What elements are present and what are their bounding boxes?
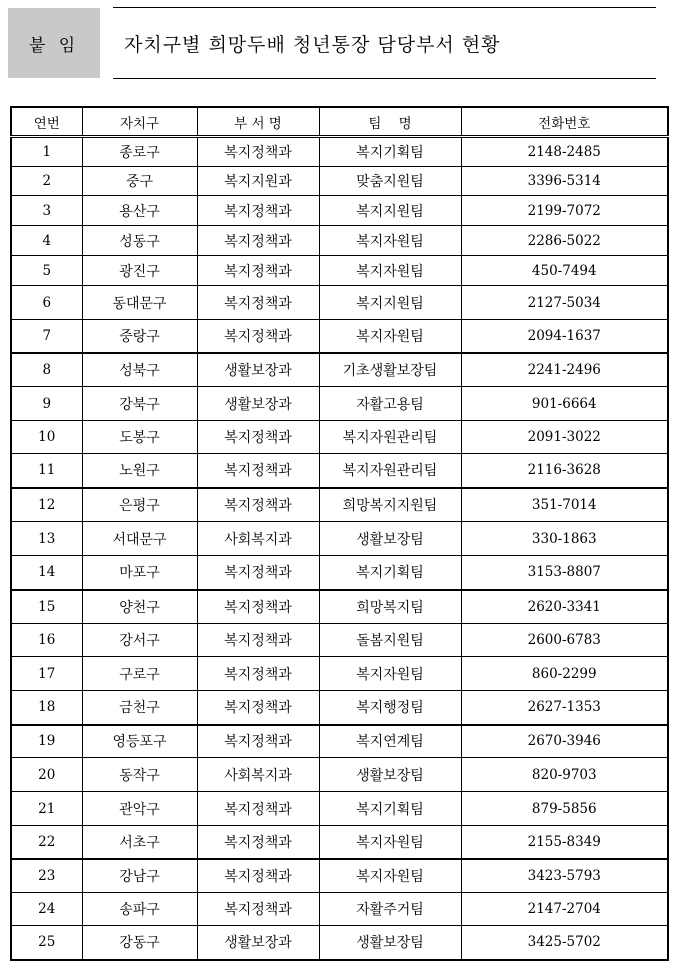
table-row <box>11 792 668 826</box>
cell-team: 복지자원팀 <box>319 226 461 256</box>
table-row <box>11 226 668 256</box>
cell-department: 복지정책과 <box>197 826 319 859</box>
cell-team: 복지자원팀 <box>319 320 461 353</box>
cell-department: 복지정책과 <box>197 196 319 226</box>
cell-phone: 2670-3946 <box>461 725 668 758</box>
cell-phone: 860-2299 <box>461 657 668 691</box>
cell-department: 복지정책과 <box>197 421 319 454</box>
cell-district: 강남구 <box>82 859 197 893</box>
cell-phone: 2091-3022 <box>461 421 668 454</box>
cell-district: 강동구 <box>82 926 197 960</box>
cell-phone: 2620-3341 <box>461 590 668 624</box>
cell-team: 맞춤지원팀 <box>319 167 461 196</box>
cell-department: 생활보장과 <box>197 387 319 421</box>
cell-phone: 3396-5314 <box>461 167 668 196</box>
header-phone: 전화번호 <box>461 107 668 137</box>
attachment-label: 붙 임 <box>8 8 100 78</box>
table-row <box>11 624 668 657</box>
cell-department: 복지정책과 <box>197 556 319 590</box>
cell-district: 은평구 <box>82 488 197 522</box>
cell-team: 희망복지팀 <box>319 590 461 624</box>
cell-district: 광진구 <box>82 256 197 286</box>
cell-team: 복지기획팀 <box>319 792 461 826</box>
header-team: 팀 명 <box>319 107 461 137</box>
cell-seq: 22 <box>11 826 82 859</box>
cell-department: 복지정책과 <box>197 859 319 893</box>
cell-team: 돌봄지원팀 <box>319 624 461 657</box>
table-row <box>11 859 668 893</box>
title-bottom-rule <box>113 78 656 79</box>
cell-seq: 8 <box>11 353 82 387</box>
cell-phone: 879-5856 <box>461 792 668 826</box>
cell-district: 강서구 <box>82 624 197 657</box>
cell-phone: 2127-5034 <box>461 286 668 320</box>
title-top-rule <box>113 7 656 8</box>
cell-phone: 2147-2704 <box>461 893 668 926</box>
cell-team: 복지자원팀 <box>319 256 461 286</box>
cell-team: 복지지원팀 <box>319 286 461 320</box>
header-department: 부 서 명 <box>197 107 319 137</box>
cell-district: 동작구 <box>82 758 197 792</box>
cell-phone: 2600-6783 <box>461 624 668 657</box>
page-title: 자치구별 희망두배 청년통장 담당부서 현황 <box>124 34 501 56</box>
table-row <box>11 893 668 926</box>
table-row <box>11 488 668 522</box>
cell-seq: 9 <box>11 387 82 421</box>
table-row <box>11 590 668 624</box>
table-row <box>11 826 668 859</box>
cell-phone: 820-9703 <box>461 758 668 792</box>
cell-team: 생활보장팀 <box>319 758 461 792</box>
cell-team: 복지행정팀 <box>319 691 461 725</box>
table-row <box>11 926 668 960</box>
cell-seq: 7 <box>11 320 82 353</box>
cell-district: 성북구 <box>82 353 197 387</box>
cell-department: 복지정책과 <box>197 691 319 725</box>
cell-phone: 2241-2496 <box>461 353 668 387</box>
header-seq: 연번 <box>11 107 82 137</box>
department-table <box>10 106 669 961</box>
table-row <box>11 196 668 226</box>
cell-seq: 20 <box>11 758 82 792</box>
cell-team: 복지자원팀 <box>319 826 461 859</box>
cell-team: 복지지원팀 <box>319 196 461 226</box>
cell-district: 동대문구 <box>82 286 197 320</box>
cell-district: 서초구 <box>82 826 197 859</box>
cell-seq: 15 <box>11 590 82 624</box>
cell-seq: 13 <box>11 522 82 556</box>
cell-seq: 14 <box>11 556 82 590</box>
cell-department: 생활보장과 <box>197 926 319 960</box>
cell-seq: 4 <box>11 226 82 256</box>
cell-district: 강북구 <box>82 387 197 421</box>
cell-seq: 16 <box>11 624 82 657</box>
cell-district: 금천구 <box>82 691 197 725</box>
table-row <box>11 167 668 196</box>
cell-seq: 17 <box>11 657 82 691</box>
cell-team: 복지자원관리팀 <box>319 454 461 488</box>
cell-phone: 2286-5022 <box>461 226 668 256</box>
cell-department: 복지정책과 <box>197 454 319 488</box>
cell-team: 자활주거팀 <box>319 893 461 926</box>
cell-seq: 24 <box>11 893 82 926</box>
cell-team: 생활보장팀 <box>319 522 461 556</box>
cell-seq: 6 <box>11 286 82 320</box>
cell-district: 도봉구 <box>82 421 197 454</box>
cell-team: 생활보장팀 <box>319 926 461 960</box>
table-row <box>11 758 668 792</box>
cell-department: 복지정책과 <box>197 226 319 256</box>
cell-district: 양천구 <box>82 590 197 624</box>
table-row <box>11 353 668 387</box>
table-row <box>11 137 668 167</box>
table-row <box>11 691 668 725</box>
cell-department: 복지정책과 <box>197 657 319 691</box>
cell-phone: 2148-2485 <box>461 137 668 167</box>
table-row <box>11 387 668 421</box>
cell-seq: 19 <box>11 725 82 758</box>
cell-seq: 5 <box>11 256 82 286</box>
cell-department: 복지정책과 <box>197 286 319 320</box>
table-row <box>11 421 668 454</box>
cell-phone: 3153-8807 <box>461 556 668 590</box>
cell-phone: 330-1863 <box>461 522 668 556</box>
cell-team: 복지연계팀 <box>319 725 461 758</box>
cell-district: 구로구 <box>82 657 197 691</box>
cell-department: 복지지원과 <box>197 167 319 196</box>
table-row <box>11 454 668 488</box>
cell-seq: 12 <box>11 488 82 522</box>
cell-team: 희망복지지원팀 <box>319 488 461 522</box>
cell-phone: 3425-5702 <box>461 926 668 960</box>
cell-seq: 2 <box>11 167 82 196</box>
cell-seq: 1 <box>11 137 82 167</box>
cell-district: 종로구 <box>82 137 197 167</box>
cell-phone: 2116-3628 <box>461 454 668 488</box>
cell-seq: 11 <box>11 454 82 488</box>
cell-seq: 3 <box>11 196 82 226</box>
cell-phone: 2155-8349 <box>461 826 668 859</box>
cell-department: 복지정책과 <box>197 792 319 826</box>
table-row <box>11 657 668 691</box>
cell-district: 서대문구 <box>82 522 197 556</box>
cell-seq: 10 <box>11 421 82 454</box>
cell-department: 복지정책과 <box>197 624 319 657</box>
cell-district: 마포구 <box>82 556 197 590</box>
cell-phone: 901-6664 <box>461 387 668 421</box>
cell-seq: 25 <box>11 926 82 960</box>
cell-phone: 3423-5793 <box>461 859 668 893</box>
cell-department: 사회복지과 <box>197 758 319 792</box>
cell-department: 복지정책과 <box>197 256 319 286</box>
cell-team: 복지기획팀 <box>319 137 461 167</box>
table-row <box>11 725 668 758</box>
cell-seq: 21 <box>11 792 82 826</box>
cell-district: 용산구 <box>82 196 197 226</box>
cell-district: 성동구 <box>82 226 197 256</box>
cell-team: 자활고용팀 <box>319 387 461 421</box>
cell-phone: 2094-1637 <box>461 320 668 353</box>
cell-department: 생활보장과 <box>197 353 319 387</box>
table-row <box>11 320 668 353</box>
table-row <box>11 522 668 556</box>
cell-department: 복지정책과 <box>197 725 319 758</box>
header-district: 자치구 <box>82 107 197 137</box>
table-body <box>11 137 668 960</box>
cell-district: 중랑구 <box>82 320 197 353</box>
cell-phone: 351-7014 <box>461 488 668 522</box>
cell-team: 기초생활보장팀 <box>319 353 461 387</box>
cell-seq: 23 <box>11 859 82 893</box>
cell-team: 복지자원관리팀 <box>319 421 461 454</box>
cell-department: 복지정책과 <box>197 320 319 353</box>
cell-team: 복지자원팀 <box>319 657 461 691</box>
cell-district: 영등포구 <box>82 725 197 758</box>
table-row <box>11 556 668 590</box>
table-row <box>11 256 668 286</box>
table-row <box>11 286 668 320</box>
cell-district: 중구 <box>82 167 197 196</box>
cell-department: 복지정책과 <box>197 590 319 624</box>
cell-phone: 2199-7072 <box>461 196 668 226</box>
cell-team: 복지기획팀 <box>319 556 461 590</box>
cell-department: 사회복지과 <box>197 522 319 556</box>
cell-district: 관악구 <box>82 792 197 826</box>
table-header-row <box>11 107 668 137</box>
cell-district: 노원구 <box>82 454 197 488</box>
cell-department: 복지정책과 <box>197 893 319 926</box>
cell-department: 복지정책과 <box>197 137 319 167</box>
cell-department: 복지정책과 <box>197 488 319 522</box>
cell-phone: 2627-1353 <box>461 691 668 725</box>
cell-seq: 18 <box>11 691 82 725</box>
cell-team: 복지자원팀 <box>319 859 461 893</box>
cell-district: 송파구 <box>82 893 197 926</box>
cell-phone: 450-7494 <box>461 256 668 286</box>
